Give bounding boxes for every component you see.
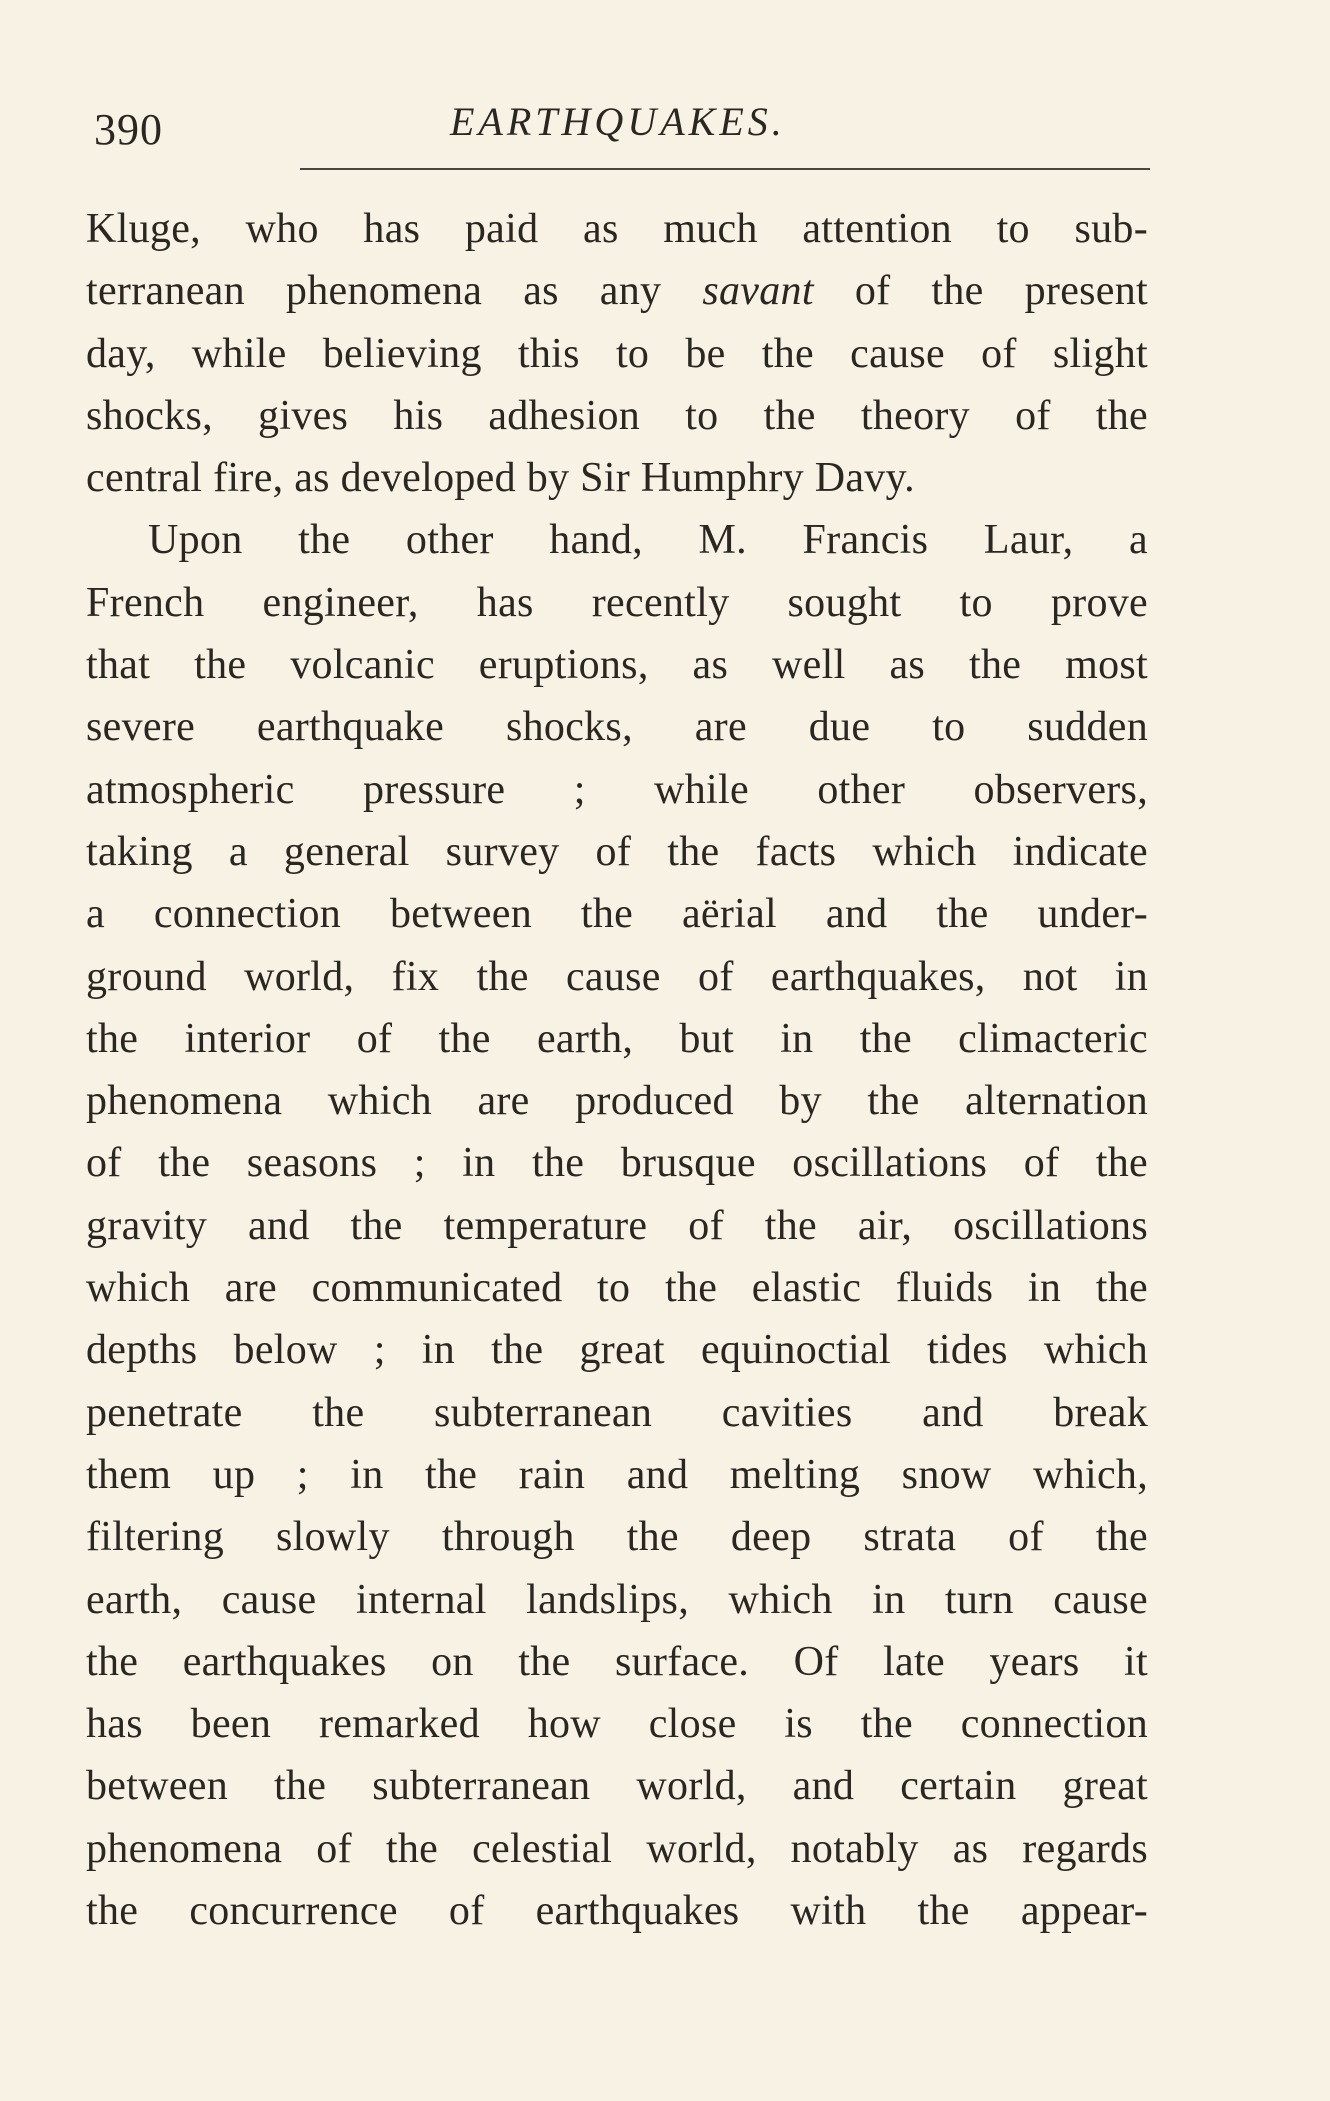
text-line: between the subterranean world, and certain great bbox=[86, 1763, 1148, 1810]
text-line: earth, cause internal landslips, which in turn cause bbox=[86, 1576, 1148, 1623]
text-line: depths below ; in the great equinoctial tides which bbox=[86, 1327, 1148, 1374]
paragraph-last-line: central fire, as developed by Sir Humphry Davy. bbox=[86, 455, 915, 502]
text-line: phenomena which are produced by the alternation bbox=[86, 1078, 1148, 1125]
text-line: the concurrence of earthquakes with the appear- bbox=[86, 1888, 1148, 1935]
text-line: the interior of the earth, but in the climacteric bbox=[86, 1015, 1148, 1062]
body-text bbox=[86, 198, 1148, 1942]
text-line: has been remarked how close is the connection bbox=[86, 1701, 1148, 1748]
page-number: 390 bbox=[94, 105, 163, 154]
text-line: gravity and the temperature of the air, oscillations bbox=[86, 1202, 1148, 1249]
text-line: ground world, fix the cause of earthquakes, not in bbox=[86, 953, 1148, 1000]
text-line: phenomena of the celestial world, notably as regards bbox=[86, 1825, 1148, 1872]
text-line: terranean phenomena as any savant of the present bbox=[86, 268, 1148, 315]
text-line: day, while believing this to be the cause of slight bbox=[86, 330, 1148, 377]
text-line: of the seasons ; in the brusque oscillations of the bbox=[86, 1140, 1148, 1187]
text-line: the earthquakes on the surface. Of late years it bbox=[86, 1638, 1148, 1685]
text-line: Kluge, who has paid as much attention to sub- bbox=[86, 206, 1148, 252]
running-title: EARTHQUAKES. bbox=[450, 99, 786, 144]
text-line: shocks, gives his adhesion to the theory of the bbox=[86, 392, 1148, 439]
text-line: taking a general survey of the facts which indicate bbox=[86, 828, 1148, 875]
text-line: which are communicated to the elastic fluids in the bbox=[86, 1265, 1148, 1312]
text-line: French engineer, has recently sought to prove bbox=[86, 579, 1148, 626]
italic-word: savant bbox=[702, 268, 814, 315]
header-rule bbox=[300, 168, 1150, 170]
text-line: filtering slowly through the deep strata of the bbox=[86, 1514, 1148, 1561]
paragraph-first-line: Upon the other hand, M. Francis Laur, a bbox=[148, 517, 1148, 564]
text-line: penetrate the subterranean cavities and break bbox=[86, 1389, 1148, 1436]
text-line: that the volcanic eruptions, as well as the most bbox=[86, 642, 1148, 689]
text-line: a connection between the aërial and the under- bbox=[86, 891, 1148, 938]
text-line: severe earthquake shocks, are due to sudden bbox=[86, 704, 1148, 751]
text-line: them up ; in the rain and melting snow which, bbox=[86, 1451, 1148, 1498]
text-line: atmospheric pressure ; while other observers, bbox=[86, 766, 1148, 813]
